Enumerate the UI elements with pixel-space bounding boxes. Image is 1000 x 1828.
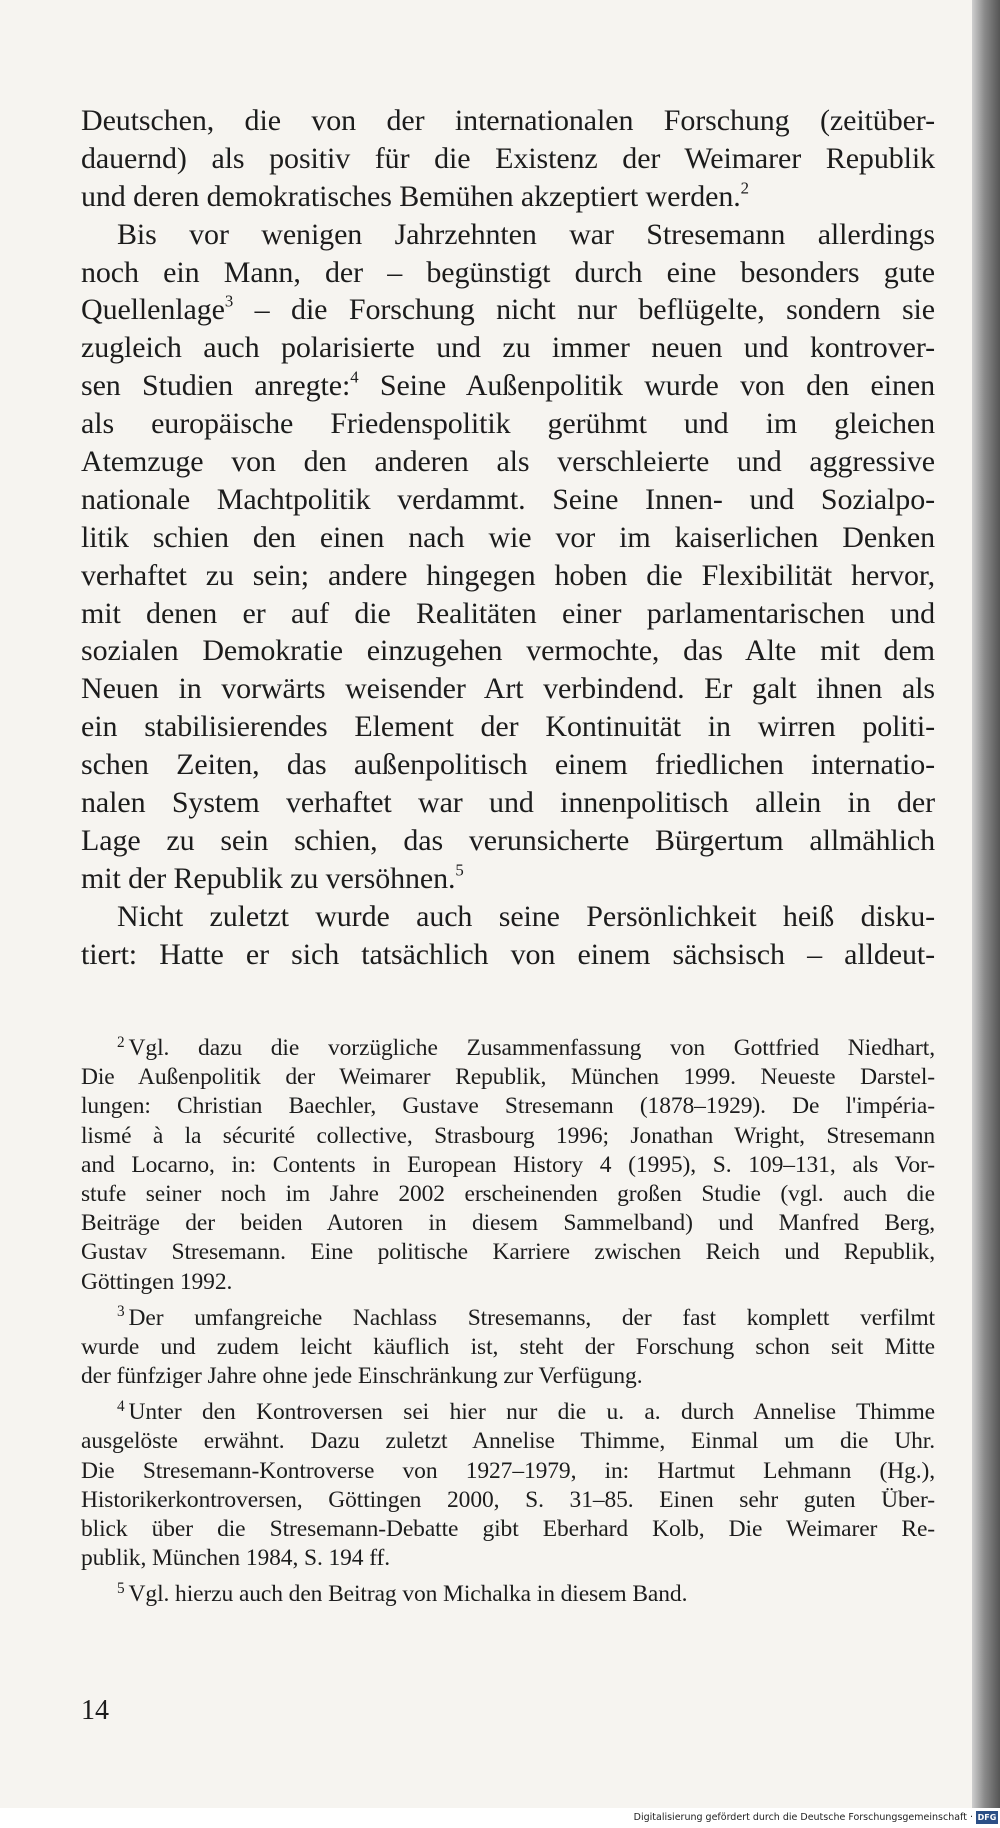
footnote-ref[interactable]: 5 xyxy=(455,860,464,880)
text-line: Atemzuge von den anderen als verschleierte und aggressive xyxy=(81,445,935,479)
footnote-ref[interactable]: 4 xyxy=(350,367,359,387)
body-text xyxy=(81,102,935,973)
dfg-logo-icon: DFG xyxy=(977,1813,997,1822)
text-line: lismé à la sécurité collective, Strasbourg 1996; Jonathan Wright, Stresemann xyxy=(81,1122,935,1149)
footnote-mark: 5 xyxy=(117,1579,125,1597)
footnote-3 xyxy=(81,1304,935,1392)
text-line xyxy=(81,178,935,216)
text-line: dauernd) als positiv für die Existenz der Weimarer Republik xyxy=(81,141,935,175)
footnote-2 xyxy=(81,1034,935,1297)
text-line: der fünfziger Jahre ohne jede Einschränkung zur Verfügung. xyxy=(81,1363,643,1390)
text-line: Deutschen, die von der internationalen Forschung (zeitüber- xyxy=(81,104,935,137)
text-line: als europäische Friedenspolitik gerühmt und im gleichen xyxy=(81,407,935,441)
text-line xyxy=(81,860,935,898)
text-segment: mit der Republik zu versöhnen. xyxy=(81,861,456,895)
footnotes xyxy=(81,1034,935,1617)
text-line xyxy=(81,1580,935,1609)
footnote-mark: 4 xyxy=(117,1397,125,1415)
text-line: Beiträge der beiden Autoren in diesem Sammelband) und Manfred Berg, xyxy=(81,1210,935,1237)
text-line: stufe seiner noch im Jahre 2002 erscheinenden großen Studie (vgl. auch die xyxy=(81,1180,935,1207)
page-number: 14 xyxy=(81,1695,109,1726)
text-line: mit denen er auf die Realitäten einer parlamentarischen und xyxy=(81,596,935,630)
text-line: Gustav Stresemann. Eine politische Karriere zwischen Reich und Republik, xyxy=(81,1239,935,1266)
text-line: Göttingen 1992. xyxy=(81,1268,233,1295)
text-line: Lage zu sein schien, das verunsicherte Bürgertum allmählich xyxy=(81,823,935,857)
footnote-ref[interactable]: 3 xyxy=(224,291,234,311)
text-line: and Locarno, in: Contents in European History 4 (1995), S. 109–131, als Vor- xyxy=(81,1151,935,1178)
text-line: Bis vor wenigen Jahrzehnten war Stresemann allerdings xyxy=(117,217,935,251)
text-line: nalen System verhaftet war und innenpolitisch allein in der xyxy=(81,786,935,820)
page-edge-shadow xyxy=(972,0,1000,1808)
text-line: lungen: Christian Baechler, Gustave Stresemann (1878–1929). De l'impéria- xyxy=(81,1093,935,1120)
text-segment: Vgl. hierzu auch den Beitrag von Michalka in diesem Band. xyxy=(128,1581,688,1608)
text-line: zugleich auch polarisierte und zu immer neuen und kontrover- xyxy=(81,331,935,365)
digitization-credit: Digitalisierung gefördert durch die Deutsche Forschungsgemeinschaft · xyxy=(633,1812,973,1823)
text-line xyxy=(81,1304,935,1333)
text-line: litik schien den einen nach wie vor im kaiserlichen Denken xyxy=(81,520,935,554)
text-line xyxy=(81,367,935,405)
text-segment: sen Studien anregte: xyxy=(81,369,351,403)
text-line: Die Außenpolitik der Weimarer Republik, München 1999. Neueste Darstel- xyxy=(81,1064,935,1091)
text-segment: Vgl. dazu die vorzügliche Zusammenfassung von Gottfried Niedhart, xyxy=(128,1035,935,1061)
text-line: wurde und zudem leicht käuflich ist, steht der Forschung schon seit Mitte xyxy=(81,1333,935,1360)
footnote-4 xyxy=(81,1398,935,1573)
text-line: nationale Machtpolitik verdammt. Seine Innen- und Sozialpo- xyxy=(81,482,935,516)
text-line xyxy=(81,1398,935,1427)
text-line: blick über die Stresemann-Debatte gibt Eberhard Kolb, Die Weimarer Re- xyxy=(81,1516,935,1542)
footnote-ref[interactable]: 2 xyxy=(740,178,749,198)
text-segment: Der umfangreiche Nachlass Stresemanns, der fast komplett verfilmt xyxy=(128,1304,935,1331)
text-line: tiert: Hatte er sich tatsächlich von einem sächsisch – alldeut- xyxy=(81,937,935,971)
text-line: noch ein Mann, der – begünstigt durch eine besonders gute xyxy=(81,255,935,289)
text-segment: – die Forschung nicht nur beflügelte, sondern sie xyxy=(233,293,935,327)
text-line: schen Zeiten, das außenpolitisch einem friedlichen internatio- xyxy=(81,748,935,782)
text-line: ein stabilisierendes Element der Kontinuität in wirren politi- xyxy=(81,710,935,744)
text-segment: Unter den Kontroversen sei hier nur die u. a. durch Annelise Thimme xyxy=(128,1399,935,1426)
text-line: Neuen in vorwärts weisender Art verbindend. Er galt ihnen als xyxy=(81,672,935,706)
text-segment: Quellenlage xyxy=(81,293,225,327)
text-line: Nicht zuletzt wurde auch seine Persönlichkeit heiß disku- xyxy=(117,899,935,933)
text-segment: Seine Außenpolitik wurde von den einen xyxy=(358,369,935,403)
text-line: publik, München 1984, S. 194 ff. xyxy=(81,1545,391,1572)
text-line: ausgelöste erwähnt. Dazu zuletzt Annelise Thimme, Einmal um die Uhr. xyxy=(81,1428,935,1455)
footnote-mark: 3 xyxy=(117,1303,125,1321)
text-line: Historikerkontroversen, Göttingen 2000, S. 31–85. Einen sehr guten Über- xyxy=(81,1486,935,1513)
text-line xyxy=(81,1034,935,1063)
footnote-5 xyxy=(81,1580,935,1609)
text-line: sozialen Demokratie einzugehen vermochte, das Alte mit dem xyxy=(81,634,935,668)
footnote-mark: 2 xyxy=(117,1033,125,1051)
text-segment: und deren demokratisches Bemühen akzeptiert werden. xyxy=(81,179,741,213)
text-line xyxy=(81,291,935,329)
text-line: Die Stresemann-Kontroverse von 1927–1979, in: Hartmut Lehmann (Hg.), xyxy=(81,1457,935,1484)
text-line: verhaftet zu sein; andere hingegen hoben die Flexibilität hervor, xyxy=(81,558,935,592)
